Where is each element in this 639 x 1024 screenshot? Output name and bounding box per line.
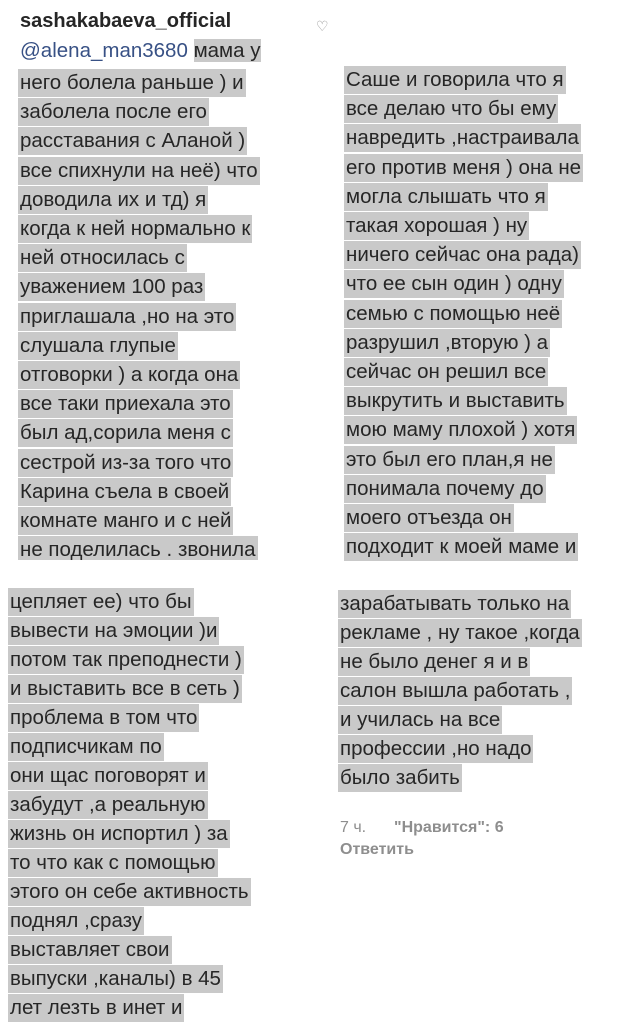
comment-text-line: выкрутить и выставить (344, 387, 567, 415)
comment-text-line: подходит к моей маме и (344, 533, 578, 561)
reply-button[interactable]: Ответить (340, 841, 414, 858)
comment-text-line: ней относилась с (18, 244, 187, 272)
comment-text-line: все спихнули на неё) что (18, 157, 260, 185)
comment-text-line: него болела раньше ) и (18, 69, 246, 97)
mention-link[interactable]: @alena_man3680 (20, 39, 188, 62)
comment-text-line: все делаю что бы ему (344, 95, 558, 123)
comment-text-line: профессии ,но надо (338, 735, 533, 763)
comment-username[interactable]: sashakabaeva_official (20, 10, 232, 32)
comment-text-line: подписчикам по (8, 733, 164, 761)
first-line-text: мама у (193, 39, 261, 62)
comment-text-line: жизнь он испортил ) за (8, 820, 230, 848)
comment-text-line: Саше и говорила что я (344, 66, 566, 94)
comment-panel-2 (330, 50, 639, 570)
comment-text-line: лет лезть в инет и (8, 994, 184, 1022)
comment-text-line: потом так преподнести ) (8, 646, 244, 674)
comment-text-line: когда к ней нормально к (18, 215, 252, 243)
comment-text-line: это был его план,я не (344, 446, 555, 474)
comment-text-line: ничего сейчас она рада) (344, 241, 581, 269)
comment-text-line: заболела после его (18, 98, 209, 126)
column-separator (318, 0, 330, 1024)
comment-text-line: не поделилась . звонила (18, 536, 258, 560)
comment-text-line: мою маму плохой ) хотя (344, 416, 577, 444)
comment-text-line: забудут ,а реальную (8, 791, 208, 819)
comment-time: 7 ч. (340, 819, 367, 836)
comment-text-line: понимала почему до (344, 475, 546, 503)
comment-text-line: семью с помощью неё (344, 300, 562, 328)
comment-text-line: то что как с помощью (8, 849, 218, 877)
comment-text-line: моего отъезда он (344, 504, 514, 532)
comment-panel-3 (0, 583, 318, 1024)
comment-text-line: такая хорошая ) ну (344, 212, 529, 240)
comment-text-line: могла слышать что я (344, 183, 548, 211)
comment-text-line: выставляет свои (8, 936, 172, 964)
comment-text-line: все таки приехала это (18, 390, 233, 418)
comment-first-line (18, 37, 263, 65)
comment-text-line: они щас поговорят и (8, 762, 208, 790)
comment-text-line: Карина съела в своей (18, 478, 231, 506)
comment-text-line: салон вышла работать , (338, 677, 572, 705)
comment-text-line: доводила их и тд) я (18, 186, 208, 214)
comment-panel-4 (330, 583, 639, 883)
comment-panel-1 (0, 0, 318, 560)
comment-text-line: поднял ,сразу (8, 907, 144, 935)
comment-text-line: вывести на эмоции )и (8, 617, 219, 645)
comment-text-line: и выставить все в сеть ) (8, 675, 242, 703)
comment-text-line: был ад,сорила меня с (18, 419, 233, 447)
comment-text-line: было забить (338, 764, 462, 792)
likes-count[interactable]: "Нравится": 6 (394, 819, 504, 836)
comment-text-line: слушала глупые (18, 332, 178, 360)
comment-text-line: выпуски ,каналы) в 45 (8, 965, 223, 993)
comment-text-line: приглашала ,но на это (18, 303, 236, 331)
comment-text-line: цепляет ее) что бы (8, 588, 194, 616)
comment-text-line: сестрой из-за того что (18, 449, 233, 477)
comment-text-line: комнате манго и с ней (18, 507, 233, 535)
comment-text-line: рекламе , ну такое ,когда (338, 619, 582, 647)
comment-text-line: и училась на все (338, 706, 502, 734)
heart-outline-icon[interactable]: ♡ (316, 18, 329, 34)
comment-text-line: уважением 100 раз (18, 273, 205, 301)
comment-text-line: не было денег я и в (338, 648, 530, 676)
comment-text-line: что ее сын один ) одну (344, 270, 564, 298)
comment-text-line: отговорки ) а когда она (18, 361, 240, 389)
comment-text-line: разрушил ,вторую ) а (344, 329, 550, 357)
comment-text-line: проблема в том что (8, 704, 199, 732)
comment-text-line: навредить ,настраивала (344, 124, 581, 152)
comment-text-line: его против меня ) она не (344, 154, 583, 182)
comment-text-line: расставания с Аланой ) (18, 127, 247, 155)
comment-text-line: этого он себе активность (8, 878, 251, 906)
comment-text-line: зарабатывать только на (338, 590, 571, 618)
comment-text-line: сейчас он решил все (344, 358, 548, 386)
